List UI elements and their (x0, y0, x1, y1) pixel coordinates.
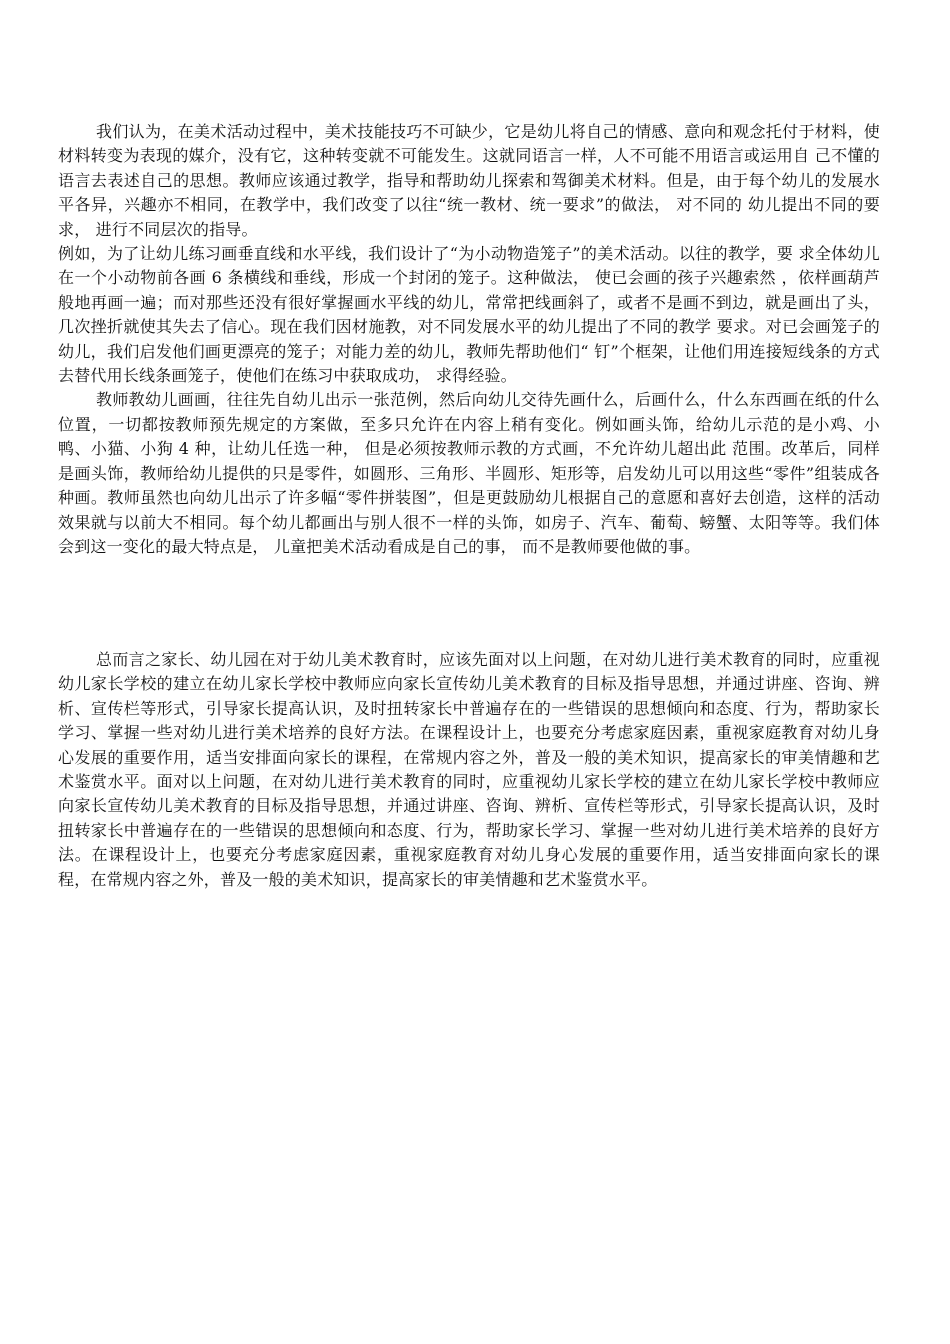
body-text-section-1 (58, 120, 880, 559)
paragraph-cage-example: 例如，为了让幼儿练习画垂直线和水平线，我们设计了“为小动物造笼子”的美术活动。以往的教学，要 求全体幼儿在一个小动物前各画 6 条横线和垂线，形成一个封闭的笼子。这种做法， 使已会画的孩子兴趣索然 ，依样画葫芦般地再画一遍；而对那些还没有很好掌握画水平线的幼儿，常常把线画斜了，或者不是画不到边，就是画出了头，几次挫折就使其失去了信心。现在我们因材施教，对不同发展水平的幼儿提出了不同的教学 要求。对已会画笼子的幼儿，我们启发他们画更漂亮的笼子；对能力差的幼儿，教师先帮助他们“ 钉”个框架，让他们用连接短线条的方式去替代用长线条画笼子，使他们在练习中获取成功， 求得经验。 (58, 244, 880, 386)
paragraph-conclusion: 总而言之家长、幼儿园在对于幼儿美术教育时，应该先面对以上问题，在对幼儿进行美术教育的同时，应重视幼儿家长学校的建立在幼儿家长学校中教师应向家长宣传幼儿美术教育的目标及指导思想，并通过讲座、咨询、辨析、宣传栏等形式，引导家长提高认识，及时扭转家长中普遍存在的一些错误的思想倾向和态度、行为，帮助家长学习、掌握一些对幼儿进行美术培养的良好方法。在课程设计上，也要充分考虑家庭因素，重视家庭教育对幼儿身心发展的重要作用，适当安排面向家长的课程，在常规内容之外，普及一般的美术知识，提高家长的审美情趣和艺术鉴赏水平。面对以上问题，在对幼儿进行美术教育的同时，应重视幼儿家长学校的建立在幼儿家长学校中教师应向家长宣传幼儿美术教育的目标及指导思想，并通过讲座、咨询、辨析、宣传栏等形式，引导家长提高认识，及时扭转家长中普遍存在的一些错误的思想倾向和态度、行为，帮助家长学习、掌握一些对幼儿进行美术培养的良好方法。在课程设计上，也要充分考虑家庭因素，重视家庭教育对幼儿身心发展的重要作用，适当安排面向家长的课程，在常规内容之外，普及一般的美术知识，提高家长的审美情趣和艺术鉴赏水平。 (58, 650, 880, 889)
body-text-section-2 (58, 648, 880, 892)
paragraph-headdress-example: 教师教幼儿画画，往往先自幼儿出示一张范例，然后向幼儿交待先画什么，后画什么，什么东西画在纸的什么位置，一切都按教师预先规定的方案做，至多只允许在内容上稍有变化。例如画头饰，给幼儿示范的是小鸡、小鸭、小猫、小狗 4 种，让幼儿任选一种， 但是必须按教师示教的方式画，不允许幼儿超出此 范围。改革后，同样是画头饰，教师给幼儿提供的只是零件，如圆形、三角形、半圆形、矩形等，启发幼儿可以用这些“零件”组装成各种画。教师虽然也向幼儿出示了许多幅“零件拼装图”，但是更鼓励幼儿根据自己的意愿和喜好去创造，这样的活动效果就与以前大不相同。每个幼儿都画出与别人很不一样的头饰，如房子、汽车、葡萄、螃蟹、太阳等等。我们体会到这一变化的最大特点是， 儿童把美术活动看成是自己的事， 而不是教师要他做的事。 (58, 390, 880, 556)
paragraph-art-skills: 我们认为，在美术活动过程中，美术技能技巧不可缺少，它是幼儿将自己的情感、意向和观念托付于材料，使材料转变为表现的媒介，没有它，这种转变就不可能发生。这就同语言一样，人不可能不用语言或运用自 己不懂的语言去表述自己的思想。教师应该通过教学，指导和帮助幼儿探索和驾御美术材料。但是，由于每个幼儿的发展水平各异，兴趣亦不相同，在教学中，我们改变了以往“统一教材、统一要求”的做法， 对不同的 幼儿提出不同的要求， 进行不同层次的指导。 (58, 122, 880, 239)
